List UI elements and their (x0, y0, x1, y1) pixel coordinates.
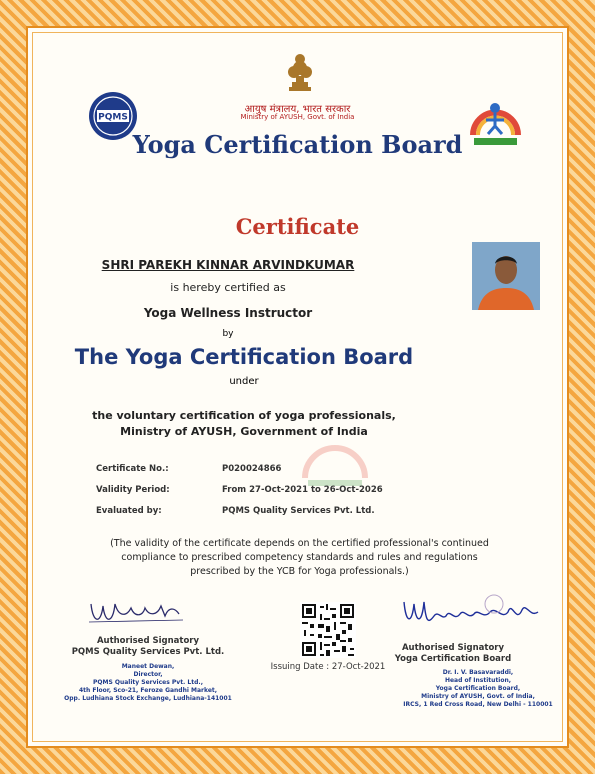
certificate-no-label: Certificate No.: (96, 464, 169, 474)
issuing-date: Issuing Date : 27-Oct-2021 (270, 662, 386, 672)
certified-role: Yoga Wellness Instructor (143, 306, 313, 320)
left-signatory-name: Maneet Dewan, (121, 663, 175, 670)
evaluated-by-label: Evaluated by: (96, 506, 162, 516)
left-signatory-role: Authorised Signatory (96, 636, 200, 646)
certificate-no-value: P020024866 (222, 464, 282, 474)
under-text: under (229, 376, 259, 387)
national-emblem-icon (286, 46, 314, 98)
validity-note-line-2: compliance to prescribed competency standards and rules and regulations (121, 552, 478, 563)
by-text: by (222, 329, 234, 339)
ministry-english: Ministry of AYUSH, Govt. of India (240, 113, 355, 121)
certificate-inner-frame (26, 26, 569, 748)
holder-name: SHRI PAREKH KINNAR ARVINDKUMAR (101, 258, 355, 272)
right-signatory-address-1: Ministry of AYUSH, Govt. of India, (421, 693, 535, 700)
right-signatory-details (383, 669, 569, 709)
certified-as-text: is hereby certified as (170, 281, 286, 294)
right-signatory-address-2: IRCS, 1 Red Cross Road, New Delhi - 110001 (403, 701, 553, 708)
right-signatory-name: Dr. I. V. Basavaraddi, (442, 669, 514, 676)
board-title: Yoga Certification Board (132, 130, 463, 159)
scheme-text (28, 408, 460, 440)
left-signatory-title (68, 636, 228, 658)
left-signatory-details (58, 663, 238, 703)
right-signatory-org: Yoga Certification Board (394, 654, 512, 664)
validity-label: Validity Period: (96, 485, 170, 495)
left-signatory-org: PQMS Quality Services Pvt. Ltd. (71, 647, 225, 657)
scheme-line-2: Ministry of AYUSH, Government of India (120, 425, 368, 438)
board-name: The Yoga Certification Board (74, 345, 414, 369)
validity-note-line-1: (The validity of the certificate depends on the certified professional's continued (110, 538, 489, 549)
right-signatory-role: Authorised Signatory (401, 643, 505, 653)
watermark-logo-icon (300, 438, 370, 488)
right-signatory-company: Yoga Certification Board, (435, 685, 521, 692)
left-signatory-company: PQMS Quality Services Pvt. Ltd., (93, 679, 203, 686)
qr-code[interactable] (300, 602, 356, 658)
left-signatory-address-1: 4th Floor, Sco-21, Feroze Gandhi Market, (78, 687, 218, 694)
ministry-hindi: आयुष मंत्रालय, भारत सरकार (244, 104, 351, 115)
validity-value: From 27-Oct-2021 to 26-Oct-2026 (222, 485, 383, 495)
validity-note-line-3: prescribed by the YCB for Yoga professionals.) (190, 566, 409, 577)
pqms-logo-text: PQMS (98, 112, 128, 123)
right-signatory-title (373, 643, 533, 665)
holder-photo (472, 242, 540, 310)
scheme-line-1: the voluntary certification of yoga professionals, (92, 409, 396, 422)
evaluated-by-value: PQMS Quality Services Pvt. Ltd. (222, 506, 375, 516)
left-signatory-address-2: Opp. Ludhiana Stock Exchange, Ludhiana-141001 (64, 695, 232, 702)
certificate-title: Certificate (235, 214, 360, 239)
validity-note (58, 537, 541, 579)
right-signature (398, 594, 548, 632)
left-signature (83, 594, 193, 628)
right-signatory-designation: Head of Institution, (444, 677, 512, 684)
left-signatory-designation: Director, (133, 671, 163, 678)
